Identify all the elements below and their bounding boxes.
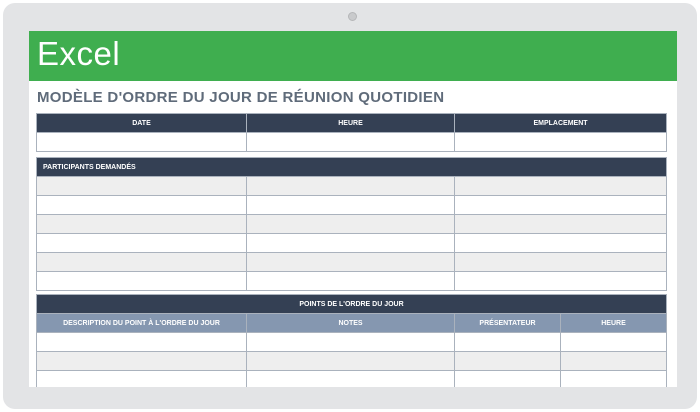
participant-cell[interactable] [247, 177, 455, 196]
participant-cell[interactable] [37, 234, 247, 253]
agenda-header: POINTS DE L'ORDRE DU JOUR [37, 295, 667, 314]
participant-cell[interactable] [37, 196, 247, 215]
table-row [37, 215, 667, 234]
info-table [36, 113, 667, 152]
agenda-cell[interactable] [455, 352, 561, 371]
column-time: HEURE [561, 314, 667, 333]
agenda-cell[interactable] [247, 371, 455, 388]
excel-banner [29, 31, 677, 81]
participant-cell[interactable] [247, 196, 455, 215]
participant-cell[interactable] [37, 253, 247, 272]
participant-cell[interactable] [455, 177, 667, 196]
screen [29, 31, 677, 387]
table-row [37, 253, 667, 272]
excel-logo: Excel [37, 35, 121, 72]
agenda-cell[interactable] [247, 333, 455, 352]
column-presenter: PRÉSENTATEUR [455, 314, 561, 333]
agenda-cell[interactable] [37, 371, 247, 388]
agenda-cell[interactable] [247, 352, 455, 371]
page-title: MODÈLE D'ORDRE DU JOUR DE RÉUNION QUOTIDIEN [37, 89, 445, 106]
agenda-cell[interactable] [561, 333, 667, 352]
header-date: DATE [37, 114, 247, 133]
participants-header: PARTICIPANTS DEMANDÉS [37, 158, 667, 177]
table-row [37, 272, 667, 291]
table-row [37, 234, 667, 253]
header-location: EMPLACEMENT [455, 114, 667, 133]
participant-cell[interactable] [455, 253, 667, 272]
agenda-cell[interactable] [455, 333, 561, 352]
column-description: DESCRIPTION DU POINT À L'ORDRE DU JOUR [37, 314, 247, 333]
webcam-icon [348, 12, 357, 21]
participant-cell[interactable] [37, 215, 247, 234]
agenda-table [36, 294, 667, 387]
participant-cell[interactable] [455, 272, 667, 291]
participant-cell[interactable] [247, 234, 455, 253]
agenda-cell[interactable] [561, 371, 667, 388]
table-row [37, 333, 667, 352]
participants-table [36, 157, 667, 291]
cell-date[interactable] [37, 133, 247, 152]
table-row [37, 196, 667, 215]
column-notes: NOTES [247, 314, 455, 333]
table-row [37, 371, 667, 388]
participant-cell[interactable] [455, 196, 667, 215]
participant-cell[interactable] [247, 272, 455, 291]
participant-cell[interactable] [455, 234, 667, 253]
table-row [37, 352, 667, 371]
participant-cell[interactable] [247, 253, 455, 272]
agenda-cell[interactable] [37, 333, 247, 352]
agenda-cell[interactable] [455, 371, 561, 388]
monitor-frame [3, 3, 697, 409]
header-time: HEURE [247, 114, 455, 133]
participant-cell[interactable] [37, 177, 247, 196]
participant-cell[interactable] [247, 215, 455, 234]
table-row [37, 177, 667, 196]
cell-time[interactable] [247, 133, 455, 152]
participant-cell[interactable] [37, 272, 247, 291]
cell-location[interactable] [455, 133, 667, 152]
agenda-cell[interactable] [37, 352, 247, 371]
participant-cell[interactable] [455, 215, 667, 234]
agenda-cell[interactable] [561, 352, 667, 371]
